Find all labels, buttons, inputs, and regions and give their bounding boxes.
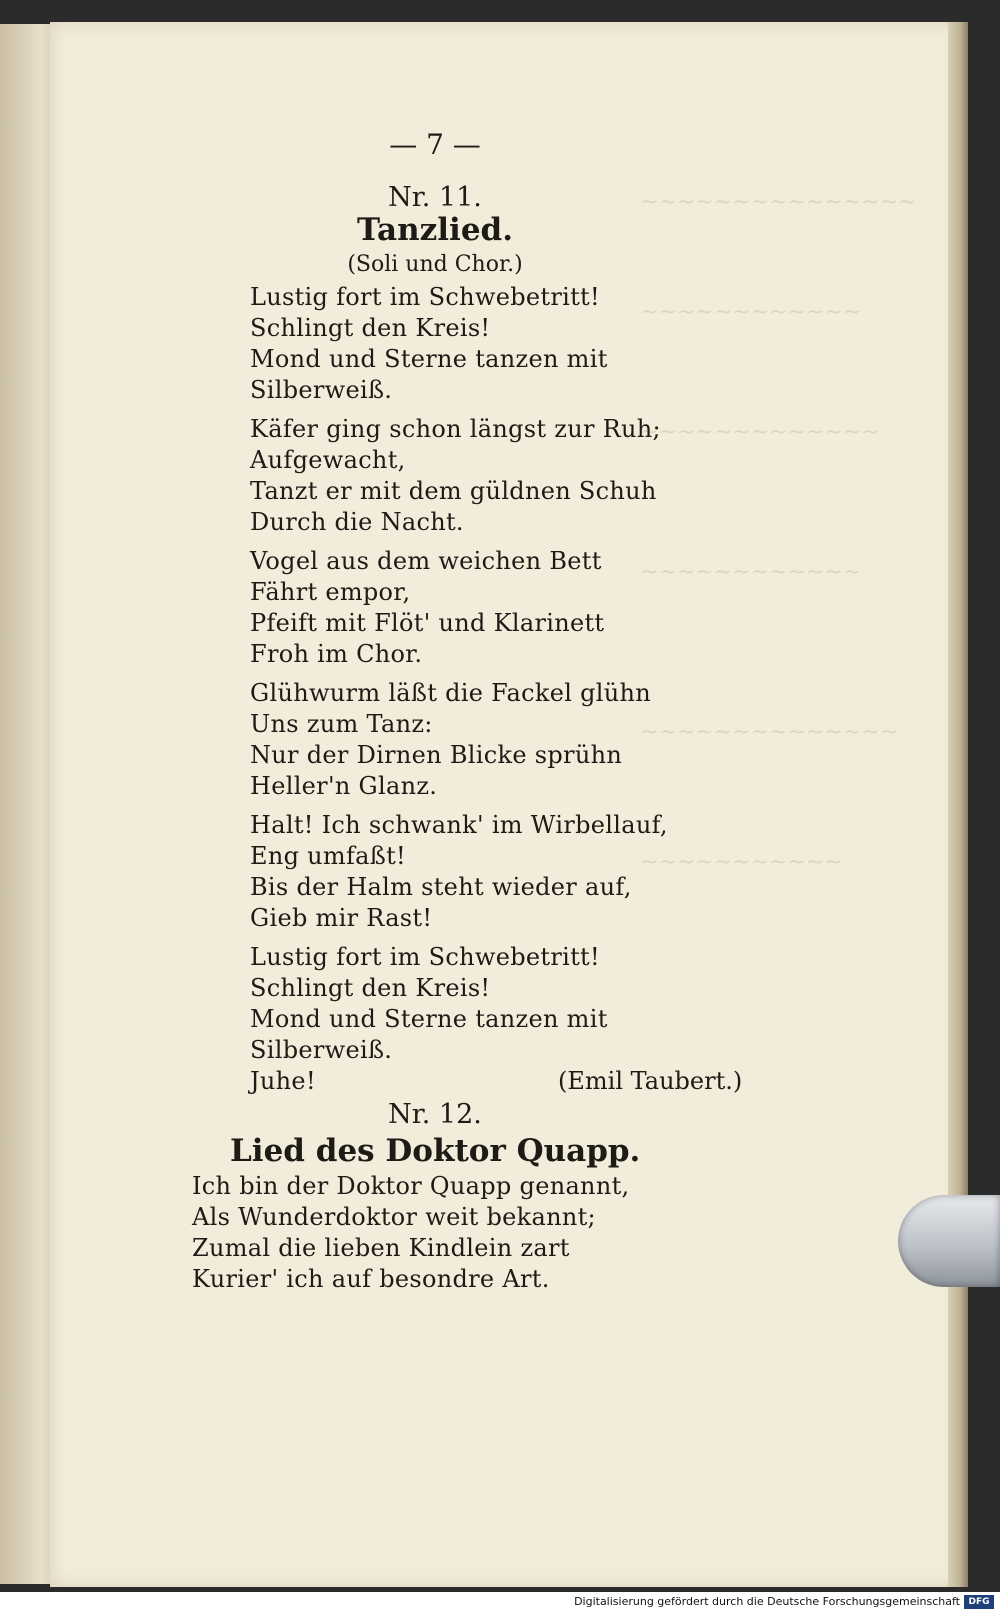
funding-notice: Digitalisierung gefördert durch die Deutsche Forschungsgemeinschaft (574, 1595, 960, 1608)
page-number: — 7 — (389, 128, 481, 161)
lyric-line: Eng umfaßt! (250, 842, 406, 870)
lyric-line: Silberweiß. (250, 376, 393, 404)
dfg-logo: DFG (964, 1595, 994, 1609)
bleed-through-decoration: ~~~~~~~~~~~~~~~ (640, 190, 917, 215)
bleed-through-decoration: ~~~~~~~~~~~~ (640, 560, 862, 585)
lyric-line: Kurier' ich auf besondre Art. (192, 1265, 550, 1293)
lyric-line: Froh im Chor. (250, 640, 423, 668)
lyric-line: Schlingt den Kreis! (250, 974, 491, 1002)
lyric-line: Vogel aus dem weichen Bett (250, 547, 602, 575)
lyric-line: Fährt empor, (250, 578, 411, 606)
page-edge-shadow (948, 22, 968, 1587)
lyric-line: Schlingt den Kreis! (250, 314, 491, 342)
bleed-through-decoration: ~~~~~~~~~~~ (640, 850, 843, 875)
song-12-title: Lied des Doktor Quapp. (230, 1133, 641, 1169)
lyric-line: Mond und Sterne tanzen mit (250, 1005, 608, 1033)
lyric-line: Silberweiß. (250, 1036, 393, 1064)
song-11-title: Tanzlied. (356, 212, 514, 248)
lyric-line: Uns zum Tanz: (250, 710, 433, 738)
lyric-line: Als Wunderdoktor weit bekannt; (192, 1203, 596, 1231)
lyric-line: Ich bin der Doktor Quapp genannt, (192, 1172, 630, 1200)
bleed-through-decoration: ~~~~~~~~~~~~ (640, 300, 862, 325)
lyric-line: Zumal die lieben Kindlein zart (192, 1234, 570, 1262)
lyric-line: Durch die Nacht. (250, 508, 464, 536)
lyric-line: Juhe! (250, 1067, 316, 1095)
lyric-line: Gieb mir Rast! (250, 904, 433, 932)
lyric-line: Lustig fort im Schwebetritt! (250, 943, 600, 971)
lyric-line: Nur der Dirnen Blicke sprühn (250, 741, 623, 769)
lyric-line: Bis der Halm steht wieder auf, (250, 873, 632, 901)
song-11-stage-direction: (Soli und Chor.) (347, 252, 523, 277)
bleed-through-decoration: ~~~~~~~~~~~~~~ (640, 720, 899, 745)
song-12-number: Nr. 12. (388, 1099, 482, 1130)
lyric-line: Heller'n Glanz. (250, 772, 438, 800)
footer-bar (0, 1592, 1000, 1613)
song-11-author: (Emil Taubert.) (558, 1067, 743, 1095)
lyric-line: Glühwurm läßt die Fackel glühn (250, 679, 652, 707)
bleed-through-decoration: ~~~~~~~~~~~~~ (640, 420, 880, 445)
lyric-line: Käfer ging schon längst zur Ruh; (250, 415, 661, 443)
lyric-line: Mond und Sterne tanzen mit (250, 345, 608, 373)
lyric-line: Lustig fort im Schwebetritt! (250, 283, 600, 311)
lyric-line: Halt! Ich schwank' im Wirbellauf, (250, 811, 668, 839)
lyric-line: Aufgewacht, (250, 446, 406, 474)
song-11-number: Nr. 11. (388, 182, 482, 213)
lyric-line: Pfeift mit Flöt' und Klarinett (250, 609, 605, 637)
book-clip (898, 1195, 1000, 1287)
lyric-line: Tanzt er mit dem güldnen Schuh (250, 477, 657, 505)
